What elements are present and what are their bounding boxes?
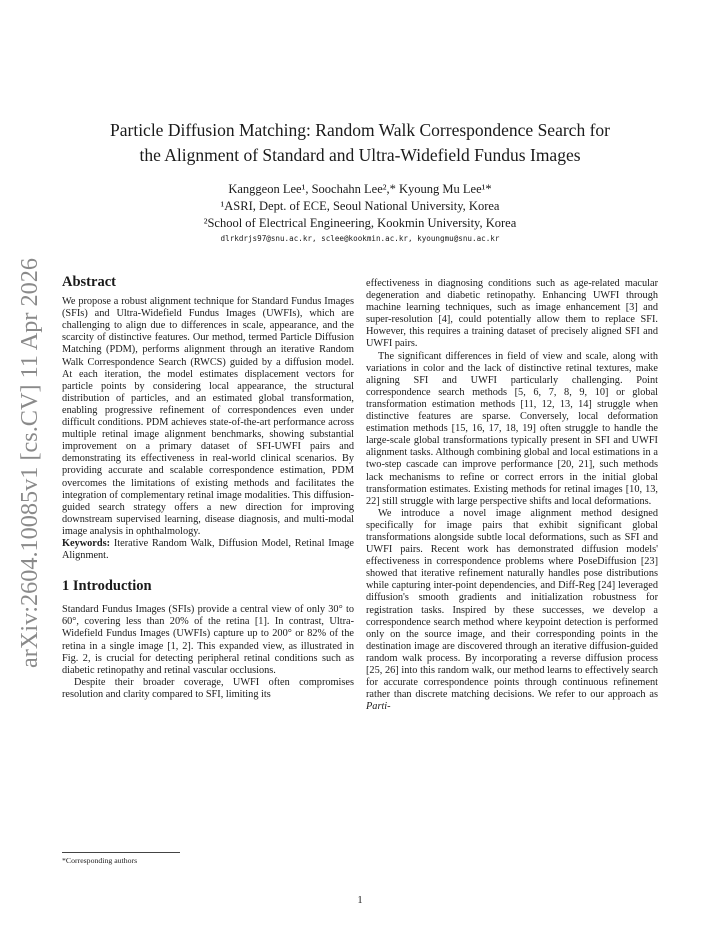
left-column bbox=[62, 276, 354, 701]
affiliation-1: ¹ASRI, Dept. of ECE, Seoul National University, Korea bbox=[220, 199, 500, 213]
right-paragraph-3 bbox=[366, 508, 658, 714]
keywords-text: Iterative Random Walk, Diffusion Model, Retinal Image Alignment. bbox=[62, 537, 354, 562]
intro-paragraph-1: Standard Fundus Images (SFIs) provide a central view of only 30° to 60°, covering less than 20% of the retina [1]. In contrast, Ultra-Widefield Fundus Images (UWFIs) capture up to 200° or 82% of the retina in a single image [1, 2]. This expanded view, as illustrated in Fig. 2, is crucial for detecting peripheral retinal conditions such as diabetic retinopathy and retinal vascular occlusions. bbox=[62, 604, 354, 676]
right-column bbox=[366, 278, 658, 713]
footnote: *Corresponding authors bbox=[62, 856, 138, 865]
right-paragraph-1: effectiveness in diagnosing conditions such as age-related macular degeneration and diabetic retinopathy. Enhancing UWFI through machine learning techniques, such as image enhancement [3] and super-resolution [4], could potentially allow them to replace SFI. However, this requires a training dataset of precisely aligned SFI and UWFI pairs. bbox=[366, 278, 658, 350]
author-block bbox=[60, 181, 660, 246]
author-names: Kanggeon Lee¹, Soochahn Lee²,* Kyoung Mu Lee¹* bbox=[228, 182, 492, 196]
author-emails: dlrkdrjs97@snu.ac.kr, sclee@kookmin.ac.kr, kyoungmu@snu.ac.kr bbox=[220, 234, 500, 243]
keywords-label: Keywords: bbox=[62, 537, 111, 549]
title-line-2: the Alignment of Standard and Ultra-Widefield Fundus Images bbox=[139, 145, 581, 165]
intro-paragraph-2: Despite their broader coverage, UWFI often compromises resolution and clarity compared to SFI, limiting its bbox=[62, 676, 354, 700]
abstract-heading: Abstract bbox=[62, 274, 116, 290]
affiliation-2: ²School of Electrical Engineering, Kookmin University, Korea bbox=[203, 216, 517, 230]
arxiv-stamp bbox=[6, 250, 50, 670]
right-paragraph-2: The significant differences in field of view and scale, along with variations in color and the lack of distinctive retinal textures, make aligning SFI and UWFI particularly challenging. Point correspondence search methods [5, 6, 7, 8, 9, 10] or global transformation estimation methods [11, 12, 13, 14] struggle when distinctive features are sparse. Conversely, local deformation estimation methods [15, 16, 17, 18, 19] often struggle to handle the large-scale global transformations typically present in SFI and UWFI alignment tasks. Although combining global and local estimations in a two-step cascade can improve performance [20, 21], such methods lack mechanisms to refine or correct errors in the initial global transformation estimates. Existing methods for retinal images [10, 13, 22] still struggle with large perspective shifts and local deformations. bbox=[366, 350, 658, 507]
right-paragraph-3-italic: Parti- bbox=[366, 701, 391, 713]
title-line-1: Particle Diffusion Matching: Random Walk Correspondence Search for bbox=[110, 120, 610, 140]
intro-heading: 1 Introduction bbox=[62, 578, 152, 595]
paper-title bbox=[60, 118, 660, 168]
keywords bbox=[62, 538, 354, 562]
arxiv-stamp-text: arXiv:2604.10085v1 [cs.CV] 11 Apr 2026 bbox=[16, 253, 43, 668]
footnote-rule bbox=[62, 852, 180, 853]
right-paragraph-3-text: We introduce a novel image alignment method designed specifically for image pairs that exhibit significant global transformations alongside subtle local deformations, such as SFI and UWFI pairs. Recent work has demonstrated diffusion models' effectiveness in correspondence problems where PoseDiffusion [23] showed that iterative refinement naturally handles pose distributions while capturing inter-point dependencies, and Diff-Reg [24] leveraged diffusion's smooth gradients and initialization robustness for registration tasks. Inspired by these successes, we develop a correspondence search method where keypoint detection is performed only on the source image, and their corresponding points in the destination image are discovered through an iterative diffusion-guided random walk process. By incorporating a reverse diffusion process [25, 26] into this random walk, our method learns to effectively search for accurate correspondence points through continuous refinement rather than discrete matching decisions. We refer to our approach as bbox=[366, 507, 658, 701]
abstract-body: We propose a robust alignment technique for Standard Fundus Images (SFIs) and Ultra-Widefield Fundus Images (UWFIs), which are challenging to align due to differences in scale, appearance, and the scarcity of distinctive features. Our method, termed Particle Diffusion Matching (PDM), performs alignment through an iterative Random Walk Correspondence Search (RWCS) guided by a diffusion model. At each iteration, the model estimates displacement vectors for particle points by considering local appearance, the structural distribution of particles, and an estimated global transformation, enabling progressive refinement of correspondences even under difficult conditions. PDM achieves state-of-the-art performance across multiple retinal image alignment benchmarks, showing substantial improvement on a primary dataset of SFI-UWFI pairs and demonstrating its effectiveness in real-world clinical scenarios. By providing accurate and scalable correspondence estimation, PDM overcomes the limitations of existing methods and facilitates the integration of complementary retinal image modalities. This diffusion-guided search strategy offers a new direction for improving downstream supervised learning, disease diagnosis, and multi-modal image analysis in ophthalmology. bbox=[62, 296, 354, 537]
page-number: 1 bbox=[357, 895, 363, 906]
